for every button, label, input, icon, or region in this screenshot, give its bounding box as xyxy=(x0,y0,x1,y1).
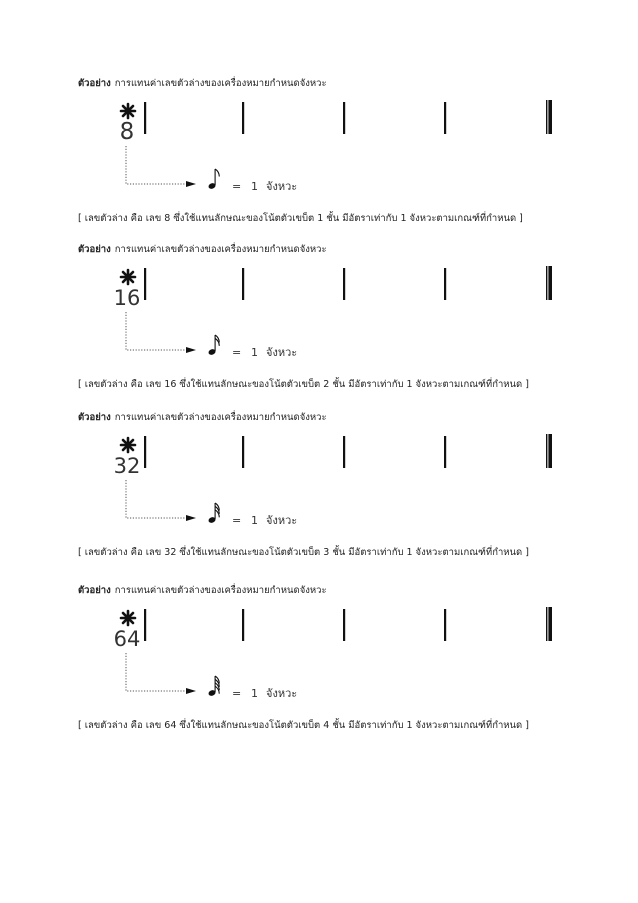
lower-number: 8 xyxy=(119,119,135,145)
beat-count: 1 xyxy=(251,180,258,193)
bar-line xyxy=(343,268,345,300)
beat-count: 1 xyxy=(251,514,258,527)
arrow-icon xyxy=(186,688,196,694)
beat-word: จังหวะ xyxy=(266,687,298,700)
bar-line xyxy=(343,609,345,641)
example-label: ตัวอย่าง xyxy=(78,412,111,423)
connector-line xyxy=(126,653,188,691)
final-bar-thick xyxy=(548,100,552,134)
final-bar-thick xyxy=(548,607,552,641)
example-title: การแทนค่าเลขตัวล่างของเครื่องหมายกำหนดจังหวะ xyxy=(114,244,327,255)
note-icon xyxy=(208,676,220,697)
final-bar-thin xyxy=(546,266,547,300)
example-label: ตัวอย่าง xyxy=(78,244,111,255)
example-caption: [ เลขตัวล่าง คือ เลข 16 ซึ่งใช้แทนลักษณะของโน้ตตัวเขบ็ต 2 ชั้น มีอัตราเท่ากับ 1 จังหวะตามเกณฑ์ที่กำหนด ] xyxy=(78,379,529,390)
example-caption: [ เลขตัวล่าง คือ เลข 64 ซึ่งใช้แทนลักษณะของโน้ตตัวเขบ็ต 4 ชั้น มีอัตราเท่ากับ 1 จังหวะตามเกณฑ์ที่กำหนด ] xyxy=(78,720,529,731)
asterisk-icon xyxy=(121,438,135,452)
final-bar-thin xyxy=(546,100,547,134)
equals-sign: = xyxy=(232,180,242,193)
asterisk-icon xyxy=(121,104,135,118)
example-label: ตัวอย่าง xyxy=(78,78,111,89)
example-section xyxy=(0,410,638,580)
example-caption: [ เลขตัวล่าง คือ เลข 32 ซึ่งใช้แทนลักษณะของโน้ตตัวเขบ็ต 3 ชั้น มีอัตราเท่ากับ 1 จังหวะตามเกณฑ์ที่กำหนด ] xyxy=(78,547,529,558)
final-bar-thin xyxy=(546,607,547,641)
asterisk-icon xyxy=(121,611,135,625)
bar-line xyxy=(444,436,446,468)
bar-line xyxy=(144,102,146,134)
bar-line xyxy=(343,436,345,468)
equals-sign: = xyxy=(232,346,242,359)
example-section xyxy=(0,583,638,753)
example-section xyxy=(0,242,638,412)
beat-count: 1 xyxy=(251,346,258,359)
time-signature-diagram xyxy=(0,583,638,713)
bar-line xyxy=(444,268,446,300)
bar-line xyxy=(144,268,146,300)
bar-line xyxy=(242,436,244,468)
arrow-icon xyxy=(186,515,196,521)
final-bar-thick xyxy=(548,266,552,300)
note-icon xyxy=(208,503,220,524)
lower-number: 16 xyxy=(113,286,141,310)
lower-number: 32 xyxy=(113,454,141,478)
final-bar-thick xyxy=(548,434,552,468)
example-title: การแทนค่าเลขตัวล่างของเครื่องหมายกำหนดจังหวะ xyxy=(114,412,327,423)
bar-line xyxy=(444,102,446,134)
bar-line xyxy=(444,609,446,641)
bar-line xyxy=(144,436,146,468)
bar-line xyxy=(242,102,244,134)
bar-line xyxy=(242,609,244,641)
time-signature-diagram xyxy=(0,242,638,372)
lower-number: 64 xyxy=(113,627,141,651)
bar-line xyxy=(242,268,244,300)
time-signature-diagram xyxy=(0,410,638,540)
time-signature-diagram xyxy=(0,76,638,206)
connector-line xyxy=(126,312,188,350)
arrow-icon xyxy=(186,347,196,353)
example-title: การแทนค่าเลขตัวล่างของเครื่องหมายกำหนดจังหวะ xyxy=(114,585,327,596)
equals-sign: = xyxy=(232,514,242,527)
bar-line xyxy=(144,609,146,641)
beat-word: จังหวะ xyxy=(266,180,298,193)
connector-line xyxy=(126,480,188,518)
final-bar-thin xyxy=(546,434,547,468)
example-section xyxy=(0,76,638,246)
equals-sign: = xyxy=(232,687,242,700)
arrow-icon xyxy=(186,181,196,187)
asterisk-icon xyxy=(121,270,135,284)
beat-word: จังหวะ xyxy=(266,346,298,359)
note-icon xyxy=(208,335,220,356)
example-label: ตัวอย่าง xyxy=(78,585,111,596)
connector-line xyxy=(126,146,188,184)
note-icon xyxy=(208,169,220,190)
example-title: การแทนค่าเลขตัวล่างของเครื่องหมายกำหนดจังหวะ xyxy=(114,78,327,89)
example-caption: [ เลขตัวล่าง คือ เลข 8 ซึ่งใช้แทนลักษณะของโน้ตตัวเขบ็ต 1 ชั้น มีอัตราเท่ากับ 1 จังหวะตามเกณฑ์ที่กำหนด ] xyxy=(78,213,523,224)
beat-word: จังหวะ xyxy=(266,514,298,527)
beat-count: 1 xyxy=(251,687,258,700)
bar-line xyxy=(343,102,345,134)
